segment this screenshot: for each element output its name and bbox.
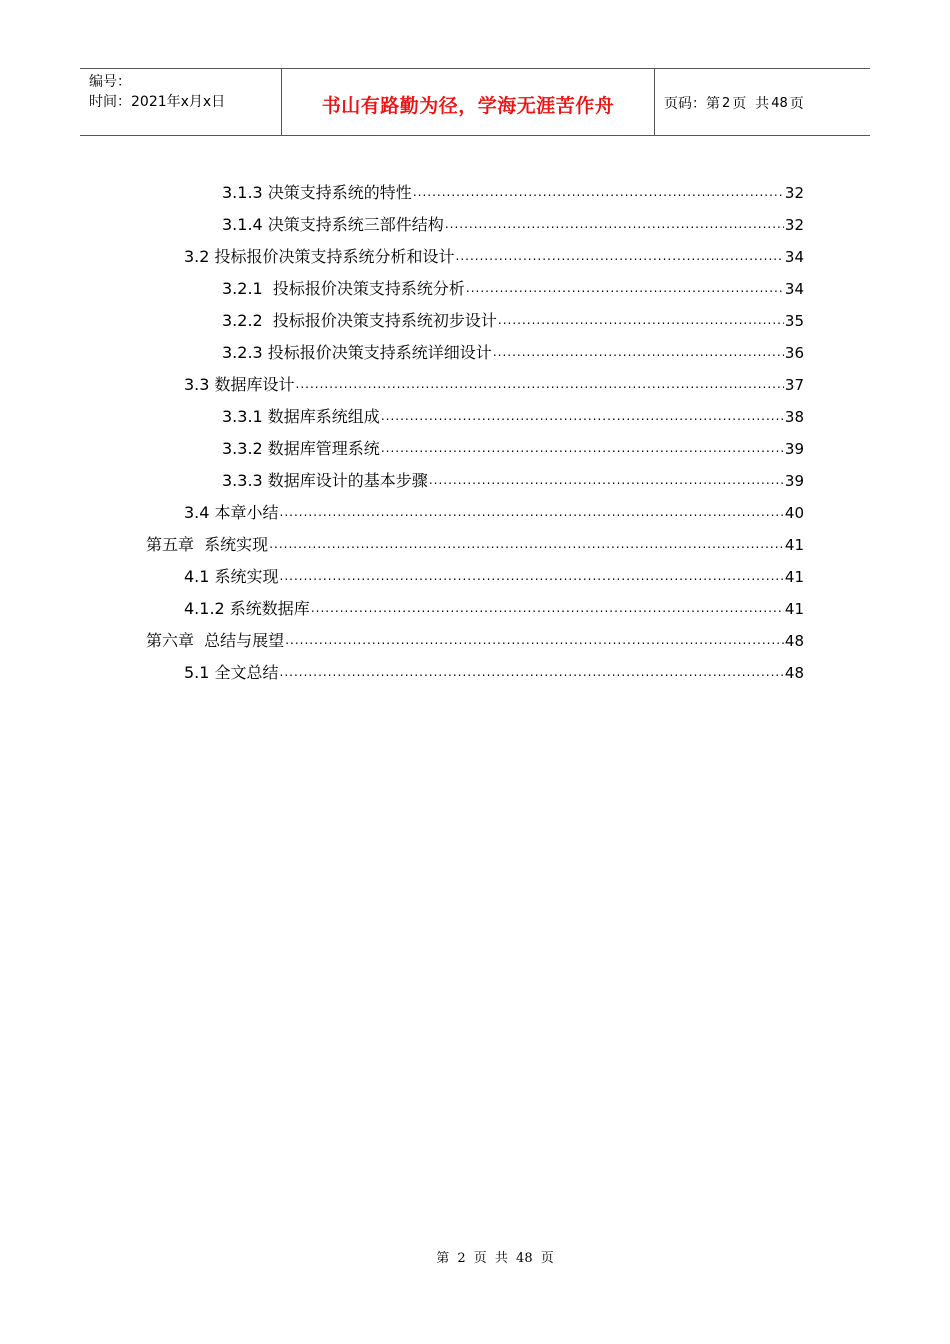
toc-entry-title: 5.1 全文总结 [184,663,279,682]
toc-entry-title: 4.1.2 系统数据库 [184,599,310,618]
toc-entry-title: 3.3.2 数据库管理系统 [222,439,380,458]
toc-entry[interactable] [222,214,804,236]
toc-leader-dots [498,312,784,328]
toc-leader-dots [280,504,784,520]
toc-entry[interactable] [184,374,804,396]
toc-entry[interactable] [222,310,804,332]
toc-entry[interactable] [222,406,804,428]
time-label: 时间：2021年x月x日 [89,94,226,110]
toc-leader-dots [381,408,784,424]
toc-entry-title: 3.1.4 决策支持系统三部件结构 [222,215,444,234]
toc-entry-title: 3.2 投标报价决策支持系统分析和设计 [184,247,455,266]
toc-leader-dots [381,440,784,456]
toc-entry[interactable] [146,534,804,556]
toc-leader-dots [285,632,784,648]
toc-entry[interactable] [184,566,804,588]
toc-entry-page: 36 [784,344,804,362]
toc-leader-dots [445,216,784,232]
toc-entry-page: 41 [784,568,804,586]
toc-entry-page: 48 [784,664,804,682]
toc-entry-title: 3.3.1 数据库系统组成 [222,407,380,426]
toc-leader-dots [280,664,784,680]
toc-leader-dots [456,248,784,264]
toc-entry-title: 3.2.3 投标报价决策支持系统详细设计 [222,343,492,362]
toc-entry-title: 3.2.2 投标报价决策支持系统初步设计 [222,311,497,330]
page-middle: 页 共 [732,96,770,112]
toc-leader-dots [269,536,784,552]
toc-entry-page: 38 [784,408,804,426]
toc-entry-page: 34 [784,248,804,266]
toc-entry[interactable] [184,246,804,268]
toc-entry-title: 3.1.3 决策支持系统的特性 [222,183,412,202]
toc-leader-dots [429,472,784,488]
toc-entry-page: 48 [784,632,804,650]
toc-entry-title: 3.4 本章小结 [184,503,279,522]
toc-entry[interactable] [184,662,804,684]
toc-entry-page: 40 [784,504,804,522]
page-header [80,68,870,136]
toc-leader-dots [493,344,784,360]
toc-entry-title: 3.3.3 数据库设计的基本步骤 [222,471,428,490]
toc-entry[interactable] [222,182,804,204]
toc-entry[interactable] [222,342,804,364]
toc-leader-dots [413,184,784,200]
toc-entry[interactable] [184,502,804,524]
toc-leader-dots [296,376,784,392]
motto-text: 书山有路勤为径，学海无涯苦作舟 [321,94,615,117]
header-motto-cell [282,69,655,135]
toc-leader-dots [311,600,784,616]
toc-entry-page: 39 [784,472,804,490]
serial-label: 编号： [89,74,131,90]
toc-entry-page: 41 [784,600,804,618]
toc-entry-page: 32 [784,184,804,202]
toc-entry-title: 4.1 系统实现 [184,567,279,586]
toc-entry-title: 第六章 总结与展望 [146,631,285,650]
header-meta-cell [80,69,282,135]
toc-entry-page: 32 [784,216,804,234]
page-suffix: 页 [789,96,804,112]
toc-entry-page: 39 [784,440,804,458]
toc-entry-page: 37 [784,376,804,394]
toc-entry-title: 第五章 系统实现 [146,535,269,554]
toc-leader-dots [466,280,784,296]
toc-entry[interactable] [222,278,804,300]
toc-entry[interactable] [184,598,804,620]
page-total: 48 [771,95,788,111]
toc-entry-page: 35 [784,312,804,330]
toc-leader-dots [280,568,784,584]
toc-entry-page: 34 [784,280,804,298]
toc-entry[interactable] [222,438,804,460]
page-prefix: 页码：第 [664,96,720,112]
page-footer: 第 2 页 共 48 页 [436,1251,554,1266]
header-page-cell [655,69,870,135]
toc-entry[interactable] [222,470,804,492]
toc-entry-page: 41 [784,536,804,554]
toc-entry[interactable] [146,630,804,652]
toc-entry-title: 3.3 数据库设计 [184,375,295,394]
toc-entry-title: 3.2.1 投标报价决策支持系统分析 [222,279,465,298]
page-current: 2 [722,95,731,111]
